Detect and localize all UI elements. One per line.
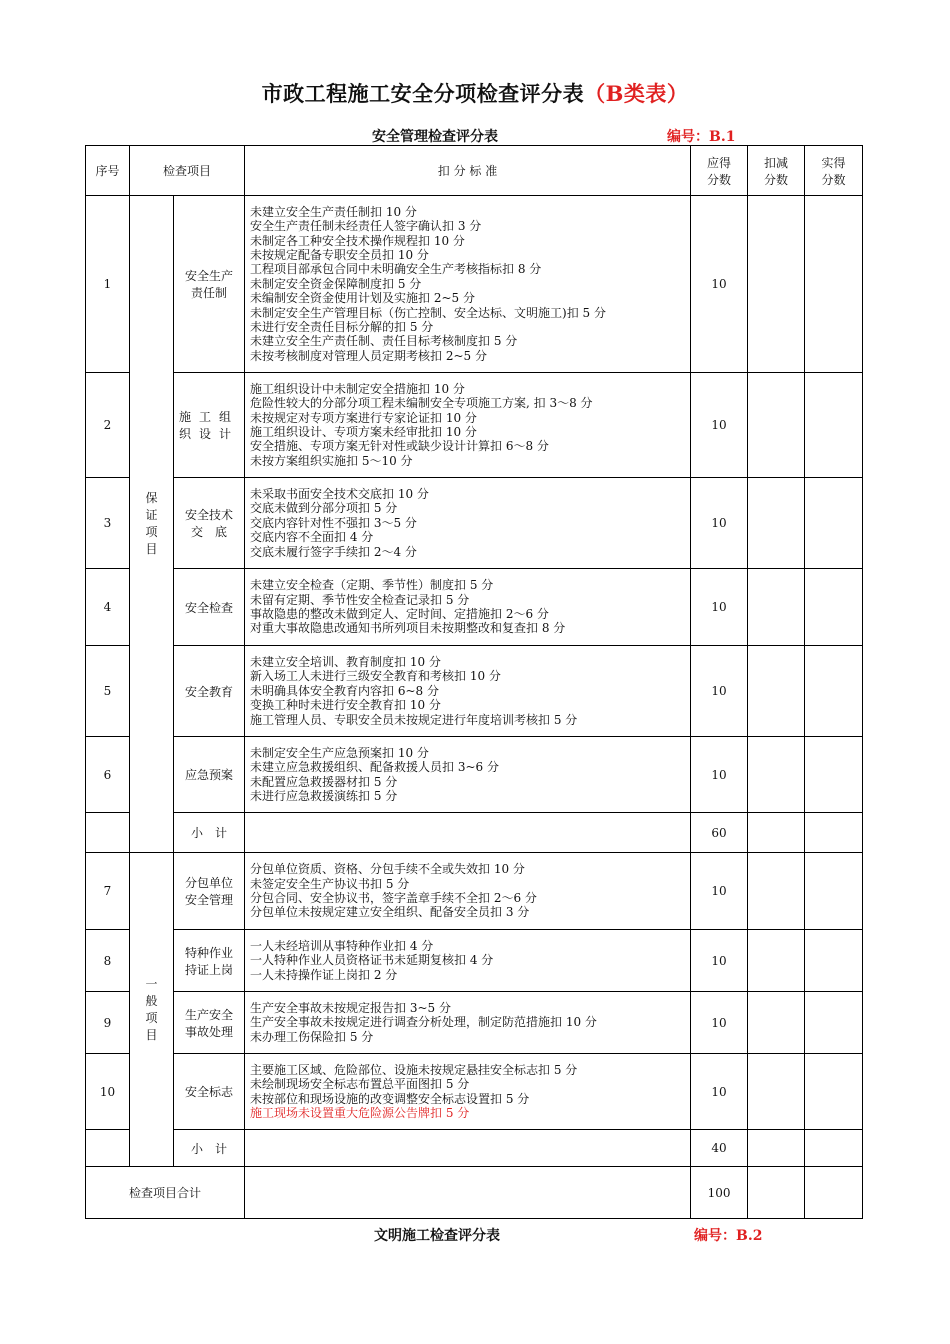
actual-cell[interactable]: [805, 930, 863, 992]
table-row: [86, 373, 863, 478]
deduct-cell[interactable]: [748, 737, 805, 813]
deduct-cell[interactable]: [748, 373, 805, 478]
actual-cell[interactable]: [805, 813, 863, 853]
row-standard: 分包单位资质、资格、分包手续不全或失效扣 10 分 未签定安全生产协议书扣 5 分 分包合同、安全协议书，签字盖章手续不全扣 2～6 分 分包单位未按规定建立安全组织、配备安全员扣 3 分: [245, 853, 691, 930]
row-item-name: 分包单位 安全管理: [174, 853, 245, 930]
deduct-cell[interactable]: [748, 930, 805, 992]
subtotal-label: 小 计: [174, 1130, 245, 1167]
row-score: 10: [691, 196, 748, 373]
row-seq: 6: [86, 737, 130, 813]
group-general: 一 般 项 目: [130, 853, 174, 1167]
row-standard: 未建立安全生产责任制扣 10 分 安全生产责任制未经责任人签字确认扣 3 分 未制定各工种安全技术操作规程扣 10 分 未按规定配备专职安全员扣 10 分 工程项目部承包合同中未明确安全生产考核指标扣 8 分 未制定安全资金保障制度扣 5 分 未编制安全资金使用计划及实施扣 2~5 分 未制定安全生产管理目标（伤亡控制、安全达标、文明施工)扣 5 分 未进行安全责任目标分解的扣 5 分 未建立安全生产责任制、责任目标考核制度扣 5 分 未按考核制度对管理人员定期考核扣 2~5 分: [245, 196, 691, 373]
deduct-cell[interactable]: [748, 853, 805, 930]
row-standard: 未建立安全检查（定期、季节性）制度扣 5 分 未留有定期、季节性安全检查记录扣 5 分 事故隐患的整改未做到定人、定时间、定措施扣 2～6 分 对重大事故隐患改通知书所列项目未按期整改和复查扣 8 分: [245, 569, 691, 646]
row-item-name: 安全技术 交 底: [174, 478, 245, 569]
row-seq: 5: [86, 646, 130, 737]
actual-cell[interactable]: [805, 992, 863, 1054]
subtotal-row: [86, 813, 863, 853]
actual-cell[interactable]: [805, 1130, 863, 1167]
row-score: 10: [691, 737, 748, 813]
header-seq: 序号: [86, 146, 130, 196]
row-seq: 7: [86, 853, 130, 930]
subtotal-label: 小 计: [174, 813, 245, 853]
header-due: 应得 分数: [691, 146, 748, 196]
deduct-cell[interactable]: [748, 1167, 805, 1219]
table-name: 安全管理检查评分表: [372, 129, 498, 145]
row-standard: 主要施工区域、危险部位、设施未按规定悬挂安全标志扣 5 分 未绘制现场安全标志布置总平面图扣 5 分 未按部位和现场设施的改变调整安全标志设置扣 5 分 施工现场未设置重大危险源公告牌扣 5 分: [245, 1054, 691, 1130]
actual-cell[interactable]: [805, 853, 863, 930]
row-score: 10: [691, 853, 748, 930]
header-row: [86, 146, 863, 196]
deduct-cell[interactable]: [748, 196, 805, 373]
title-main: 市政工程施工安全分项检查评分表: [261, 81, 585, 106]
row-score: 10: [691, 478, 748, 569]
deduct-cell[interactable]: [748, 478, 805, 569]
subtotal-row: [86, 1130, 863, 1167]
actual-cell[interactable]: [805, 737, 863, 813]
row-seq: 9: [86, 992, 130, 1054]
subtotal-score: 60: [691, 813, 748, 853]
table-row: [86, 478, 863, 569]
row-seq: 1: [86, 196, 130, 373]
row-score: 10: [691, 1054, 748, 1130]
table-row: [86, 853, 863, 930]
row-score: 10: [691, 992, 748, 1054]
header-deduct: 扣减 分数: [748, 146, 805, 196]
total-row: [86, 1167, 863, 1219]
actual-cell[interactable]: [805, 1054, 863, 1130]
row-item-name: 安全检查: [174, 569, 245, 646]
row-score: 10: [691, 646, 748, 737]
table-row: [86, 737, 863, 813]
row-item-name: 特种作业 持证上岗: [174, 930, 245, 992]
table-row: [86, 992, 863, 1054]
actual-cell[interactable]: [805, 569, 863, 646]
row-item-name: 生产安全 事故处理: [174, 992, 245, 1054]
row-item-name: 施工组 织设计: [174, 373, 245, 478]
row-score: 10: [691, 569, 748, 646]
row-seq: 3: [86, 478, 130, 569]
row-score: 10: [691, 373, 748, 478]
row-item-name: 安全标志: [174, 1054, 245, 1130]
deduct-cell[interactable]: [748, 992, 805, 1054]
next-table-code: 编号：B.2: [694, 1228, 763, 1244]
table-row: [86, 646, 863, 737]
title-category: （B类表）: [584, 81, 689, 106]
total-score: 100: [691, 1167, 748, 1219]
actual-cell[interactable]: [805, 373, 863, 478]
header-actual: 实得 分数: [805, 146, 863, 196]
row-seq: 10: [86, 1054, 130, 1130]
row-standard: 一人未经培训从事特种作业扣 4 分 一人特种作业人员资格证书未延期复核扣 4 分 一人未持操作证上岗扣 2 分: [245, 930, 691, 992]
header-standard: 扣 分 标 准: [245, 146, 691, 196]
row-score: 10: [691, 930, 748, 992]
table-code: 编号：B.1: [667, 129, 736, 145]
header-item: 检查项目: [130, 146, 245, 196]
actual-cell[interactable]: [805, 478, 863, 569]
row-item-name: 安全教育: [174, 646, 245, 737]
row-standard: 施工组织设计中未制定安全措施扣 10 分 危险性较大的分部分项工程未编制安全专项施工方案, 扣 3～8 分 未按规定对专项方案进行专家论证扣 10 分 施工组织设计、专项方案未经审批扣 10 分 安全措施、专项方案无针对性或缺少设计计算扣 6～8 分 未按方案组织实施扣 5～10 分: [245, 373, 691, 478]
row-standard: 未建立安全培训、教育制度扣 10 分 新入场工人未进行三级安全教育和考核扣 10 分 未明确具体安全教育内容扣 6~8 分 变换工种时未进行安全教育扣 10 分 施工管理人员、专职安全员未按规定进行年度培训考核扣 5 分: [245, 646, 691, 737]
next-table-name: 文明施工检查评分表: [374, 1228, 500, 1244]
deduct-cell[interactable]: [748, 646, 805, 737]
deduct-cell[interactable]: [748, 813, 805, 853]
row-standard: 未制定安全生产应急预案扣 10 分 未建立应急救援组织、配备救援人员扣 3~6 分 未配置应急救援器材扣 5 分 未进行应急救援演练扣 5 分: [245, 737, 691, 813]
table-row: [86, 1054, 863, 1130]
deduct-cell[interactable]: [748, 1054, 805, 1130]
subtotal-score: 40: [691, 1130, 748, 1167]
row-item-name: 应急预案: [174, 737, 245, 813]
row-seq: 2: [86, 373, 130, 478]
actual-cell[interactable]: [805, 196, 863, 373]
row-seq: 4: [86, 569, 130, 646]
table-row: [86, 196, 863, 373]
actual-cell[interactable]: [805, 1167, 863, 1219]
group-guarantee: 保 证 项 目: [130, 196, 174, 853]
table-row: [86, 930, 863, 992]
deduct-cell[interactable]: [748, 569, 805, 646]
page-title: [0, 78, 950, 108]
table-row: [86, 569, 863, 646]
actual-cell[interactable]: [805, 646, 863, 737]
row-item-name: 安全生产 责任制: [174, 196, 245, 373]
highlighted-line: 施工现场未设置重大危险源公告牌扣 5 分: [250, 1105, 470, 1120]
total-label: 检查项目合计: [86, 1167, 245, 1219]
row-standard: 未采取书面安全技术交底扣 10 分 交底未做到分部分项扣 5 分 交底内容针对性不强扣 3～5 分 交底内容不全面扣 4 分 交底未履行签字手续扣 2～4 分: [245, 478, 691, 569]
deduct-cell[interactable]: [748, 1130, 805, 1167]
score-table: [85, 145, 863, 1219]
row-seq: 8: [86, 930, 130, 992]
row-standard: 生产安全事故未按规定报告扣 3~5 分 生产安全事故未按规定进行调查分析处理，制定防范措施扣 10 分 未办理工伤保险扣 5 分: [245, 992, 691, 1054]
